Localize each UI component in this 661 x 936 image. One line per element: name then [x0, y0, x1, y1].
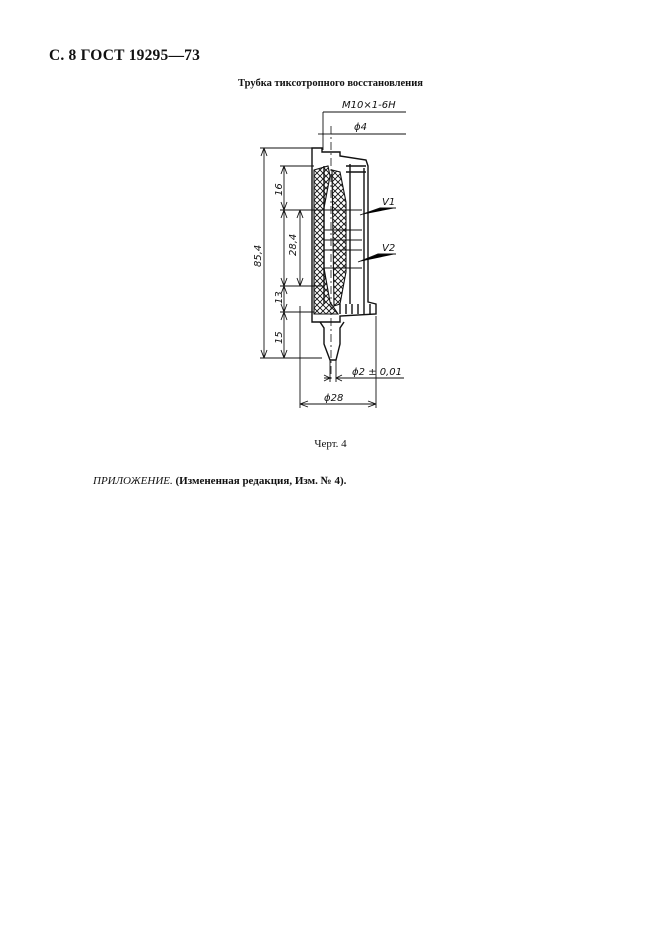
technical-drawing — [200, 92, 430, 422]
appendix-note — [93, 475, 346, 487]
dim-28-4-label: 28,4 — [288, 233, 299, 256]
v2-label: V2 — [382, 243, 396, 254]
dim-85-4-label: 85,4 — [253, 244, 264, 267]
drawing-title: Трубка тиксотропного восстановления — [238, 78, 423, 89]
dim-16-label: 16 — [274, 183, 285, 196]
dim-15-label: 15 — [274, 331, 285, 344]
appendix-label: ПРИЛОЖЕНИЕ. — [93, 475, 173, 487]
thread-label: M10×1-6H — [342, 100, 396, 111]
outer-diameter-label: ϕ28 — [324, 393, 344, 404]
dim-13-label: 13 — [274, 291, 285, 304]
top-diameter-label: ϕ4 — [354, 122, 367, 133]
appendix-revision: (Измененная редакция, Изм. № 4). — [175, 475, 347, 487]
v1-label: V1 — [382, 197, 396, 208]
tube-drawing-svg — [200, 92, 430, 422]
bottom-dimensions — [300, 306, 404, 408]
figure-caption: Черт. 4 — [314, 438, 347, 450]
bottom-diameter-label: ϕ2 ± 0,01 — [352, 367, 402, 378]
page-header: С. 8 ГОСТ 19295—73 — [49, 47, 201, 64]
